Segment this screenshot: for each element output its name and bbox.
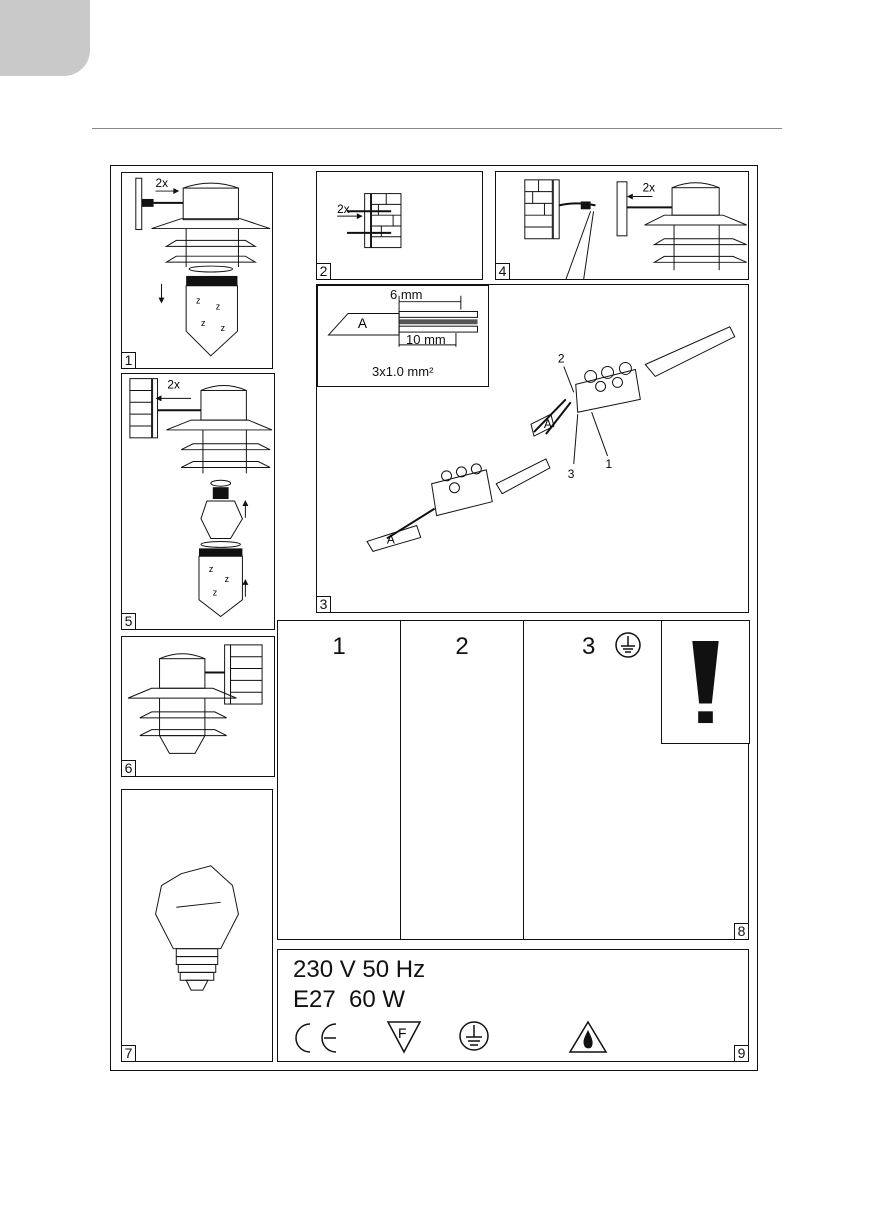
svg-text:2x: 2x <box>167 377 180 392</box>
light-bulb-icon <box>122 790 272 1061</box>
svg-text:2x: 2x <box>155 176 169 191</box>
svg-text:z: z <box>212 587 218 598</box>
step-7-panel <box>121 789 273 1062</box>
step-3-panel <box>316 284 749 613</box>
step-6-panel <box>121 636 275 777</box>
svg-text:2x: 2x <box>337 203 350 217</box>
wire-column-2 <box>401 621 524 939</box>
svg-text:2: 2 <box>557 351 565 366</box>
wire-column-1 <box>278 621 401 939</box>
step-5-illustration <box>122 374 274 629</box>
column-title: 1 <box>332 633 346 660</box>
column-title: 3 <box>582 633 596 660</box>
instruction-sheet-frame <box>110 165 758 1071</box>
wire-column-3 <box>524 621 661 939</box>
svg-text:z: z <box>196 295 201 306</box>
step-5-panel <box>121 373 275 630</box>
svg-text:1: 1 <box>605 456 613 471</box>
svg-text:A: A <box>386 532 395 547</box>
svg-text:z: z <box>208 564 214 575</box>
bulb-spec: E27 60 W <box>293 986 406 1013</box>
step-1-illustration <box>122 173 272 368</box>
svg-text:z: z <box>224 573 230 584</box>
svg-text:A: A <box>543 417 552 432</box>
column-title: 2 <box>455 633 469 660</box>
svg-text:z: z <box>200 318 206 329</box>
strip-width-label: 6 mm <box>390 287 423 302</box>
svg-text:z: z <box>215 301 221 312</box>
fire-hazard-icon <box>568 1020 608 1054</box>
step-6-illustration <box>122 637 274 776</box>
step-number: 7 <box>121 1045 136 1062</box>
warning-box <box>661 620 750 744</box>
step-4-illustration <box>496 172 748 279</box>
voltage-spec: 230 V 50 Hz <box>293 956 426 983</box>
svg-text:2x: 2x <box>642 181 656 195</box>
step-number: 4 <box>495 263 510 280</box>
cable-spec-label: 3x1.0 mm² <box>372 364 434 379</box>
step-number: 2 <box>316 263 331 280</box>
ground-icon <box>458 1020 490 1052</box>
step-number: 1 <box>121 352 136 369</box>
header-rule <box>92 128 782 129</box>
step-number: 5 <box>121 613 136 630</box>
svg-text:A: A <box>357 316 368 332</box>
step-number: 3 <box>316 596 331 613</box>
exclamation-icon <box>662 621 749 743</box>
step-number: 9 <box>734 1045 749 1062</box>
svg-text:F: F <box>398 1025 407 1041</box>
step-9-panel <box>277 949 749 1062</box>
step-8-panel <box>277 620 749 940</box>
step-2-panel <box>316 171 483 280</box>
terminal-block-illustration <box>317 285 748 612</box>
strip-length-label: 10 mm <box>406 332 446 347</box>
step-number: 8 <box>734 923 749 940</box>
ground-icon <box>614 631 642 659</box>
svg-text:z: z <box>220 323 226 334</box>
step-number: 6 <box>121 760 136 777</box>
corner-tab <box>0 0 90 76</box>
step-1-panel <box>121 172 273 369</box>
f-mark-icon <box>386 1020 422 1054</box>
svg-text:3: 3 <box>567 466 575 481</box>
step-4-panel <box>495 171 749 280</box>
step-2-illustration <box>317 172 482 279</box>
ce-mark-icon <box>290 1020 342 1056</box>
